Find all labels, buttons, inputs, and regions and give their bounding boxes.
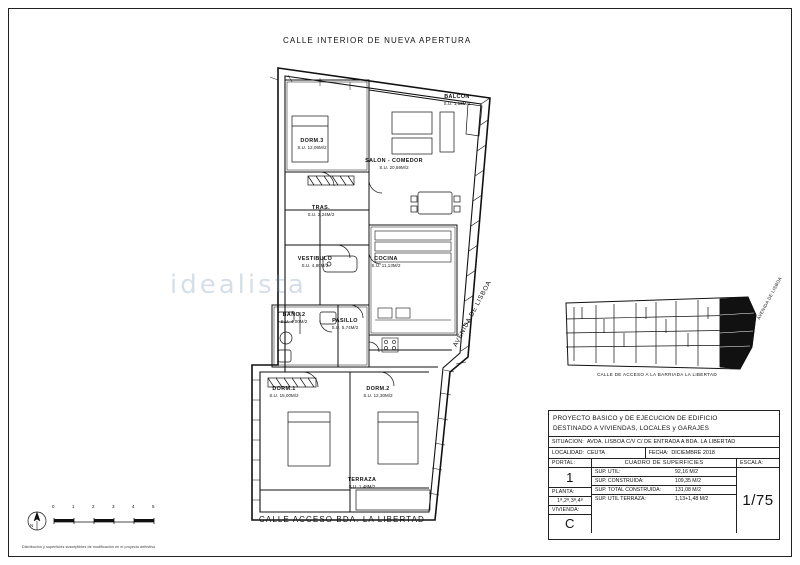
escala-value: 1/75 [742, 492, 774, 510]
planta-value: 1ª,2ª,3ª,4ª [549, 497, 591, 506]
portal-value: 1 [549, 468, 591, 488]
escala-label: ESCALA: [737, 459, 779, 468]
key-plan-side-label: AVENIDA DE LISBOA [756, 275, 783, 321]
street-label-right: AVENIDA DE LISBOA [452, 279, 493, 349]
room-label: PASILLO S.U. 5,74M/2 [331, 318, 359, 330]
table-row [592, 468, 736, 477]
situacion-label: SITUACION: [552, 439, 584, 446]
localidad-row [549, 448, 646, 458]
sup-total-construida-label: SUP. TOTAL CONSTRUIDA: [595, 487, 662, 494]
sup-util-terraza-value: 1,13+1,48 M/2 [675, 496, 709, 503]
portal-label: PORTAL: [549, 459, 591, 468]
situacion-row [549, 437, 779, 447]
room-label: DORM.1 S.U. 15,00M/2 [269, 386, 299, 398]
table-row [592, 486, 736, 495]
project-title-line1: PROYECTO BASICO y DE EJECUCION DE EDIFICIO [553, 415, 718, 422]
project-title [549, 411, 779, 436]
table-row [592, 495, 736, 503]
scale-tick-1: 1 [72, 504, 75, 509]
localidad-value: CEUTA [587, 450, 605, 457]
scale-tick-3: 3 [112, 504, 115, 509]
scale-tick-5: 5 [152, 504, 155, 509]
scale-tick-2: 2 [92, 504, 95, 509]
scale-tick-0: 0 [52, 504, 55, 509]
localidad-label: LOCALIDAD: [552, 450, 585, 457]
room-label: COCINA S.U. 11,13M/2 [371, 256, 401, 268]
vivienda-value: C [565, 516, 575, 532]
sup-util-value: 92,16 M/2 [675, 469, 699, 476]
room-label: DORM.2 S.U. 12,30M/2 [363, 386, 393, 398]
room-label: TERRAZA S.U. 1,48M/2 [347, 477, 377, 489]
room-label: DORM.3 S.U. 12,06M/2 [297, 138, 327, 150]
sup-construida-value: 109,35 M/2 [675, 478, 701, 485]
north-label: N [30, 523, 34, 528]
sup-construida-label: SUP. CONSTRUIDA: [595, 478, 644, 485]
footnote: Distribución y superficies susceptibles de modificación en el proyecto definitivo [22, 545, 156, 549]
table-row [592, 477, 736, 486]
sup-util-label: SUP. UTIL: [595, 469, 621, 476]
fecha-label: FECHA: [648, 450, 669, 457]
sup-util-terraza-label: SUP. UTIL TERRAZA: [595, 496, 646, 503]
watermark: idealista [170, 270, 307, 300]
planta-label: PLANTA: [549, 488, 591, 497]
scale-tick-4: 4 [132, 504, 135, 509]
sup-total-construida-value: 131,08 M/2 [675, 487, 701, 494]
room-label: VESTIBULO S.U. 4,80M/2 [297, 256, 333, 268]
fecha-value: DICIEMBRE 2018 [671, 450, 715, 457]
room-label: SALON - COMEDOR S.U. 20,59M/2 [365, 158, 423, 170]
street-label-bottom: CALLE ACCESO BDA. LA LIBERTAD [259, 515, 425, 524]
title-block [548, 410, 780, 540]
scale-bar [52, 512, 164, 533]
room-label: BAÑO.2 S.U. 4,00M/2 [280, 312, 308, 324]
street-label-top: CALLE INTERIOR DE NUEVA APERTURA [283, 36, 472, 45]
situacion-value: AVDA. LISBOA C/V C/ DE ENTRADA A BDA. LA LIBERTAD [586, 439, 736, 446]
room-label: TRAS. S.U. 2,24M/2 [307, 205, 335, 217]
vivienda-label: VIVIENDA: [549, 506, 591, 515]
key-plan-caption: CALLE DE ACCESO A LA BARRIADA LA LIBERTAD [597, 372, 717, 377]
room-label: BALCON S.U. 1,13M/2 [443, 94, 471, 106]
cuadro-superficies-title: CUADRO DE SUPERFICIES [592, 459, 736, 468]
project-title-line2: DESTINADO A VIVIENDAS, LOCALES y GARAJES [553, 424, 710, 432]
key-plan [552, 285, 780, 380]
fecha-row [646, 448, 779, 458]
